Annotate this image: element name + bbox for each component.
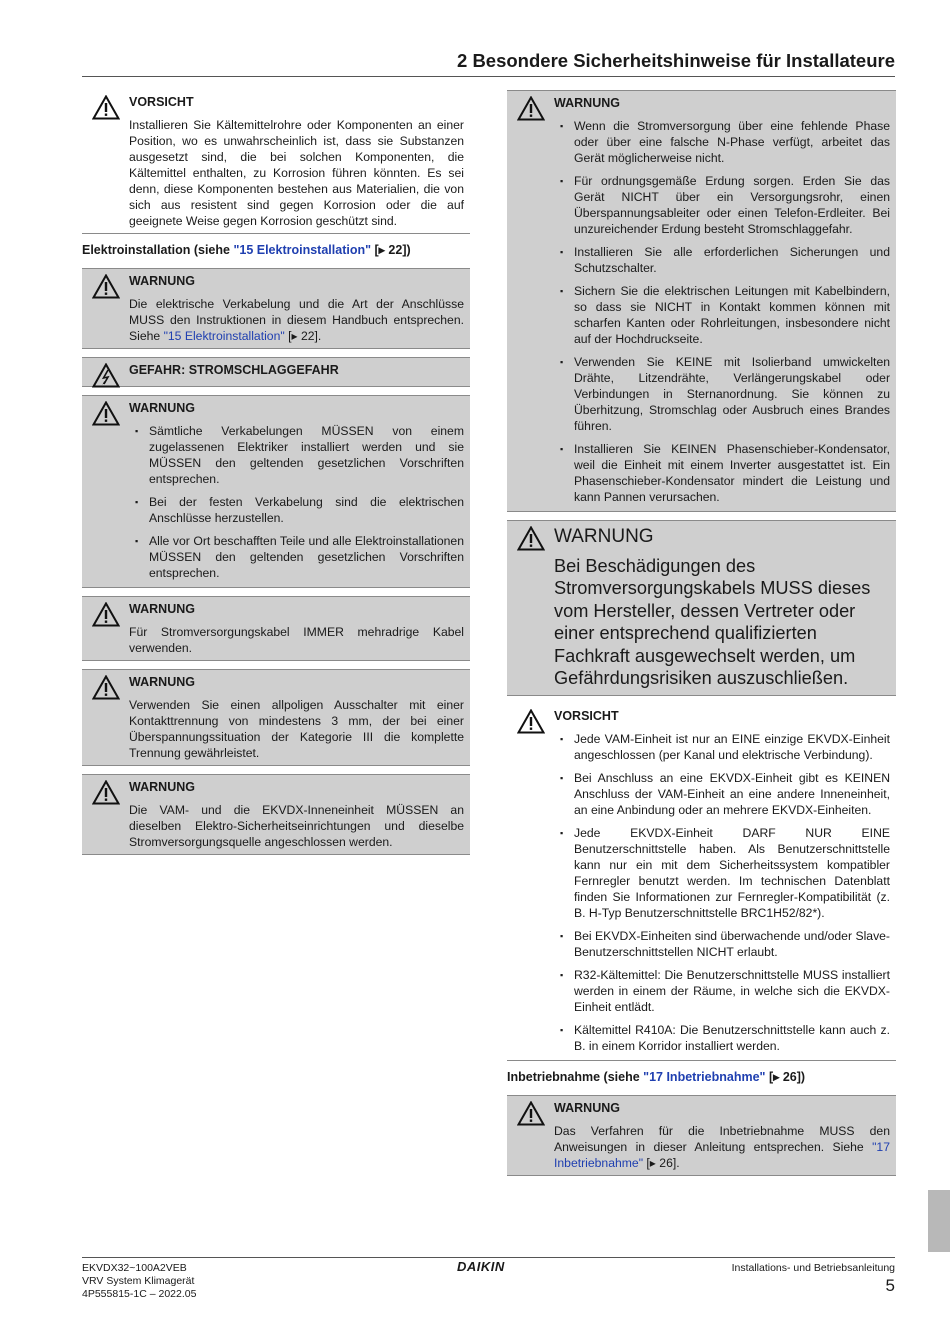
list-item: ▪ Alle vor Ort beschafften Teile und alle Elektroinstallationen MÜSSEN den geltenden gesetzlichen Vorschriften entsprechen. (129, 533, 464, 581)
box-text (129, 296, 464, 344)
right-column (507, 90, 896, 1184)
list-item: ▪ Jede EKVDX-Einheit DARF NUR EINE Benutzerschnittstelle haben. Als Benutzerschnittstelle kann nur ein mit dem Sicherheitssystem kompatibler Fernregler benutzt werden. Im technischen Datenblatt finden Sie Informationen zur Fernregler-Kompatibilität (z. B. H-Typ Benutzerschnittstelle BRC1H52/82*). (554, 825, 890, 921)
warning-triangle-icon (517, 526, 545, 551)
list-item: ▪ Für ordnungsgemäße Erdung sorgen. Erden Sie das Gerät NICHT über ein Versorgungsrohr, einen Überspannungsableiter oder einen Telefon-Erdleiter. Bei unzureichender Erdung besteht Stromschlaggefahr. (554, 173, 890, 237)
list-item: ▪ Bei Anschluss an eine EKVDX-Einheit gibt es KEINEN Anschluss der VAM-Einheit an eine andere Inneneinheit, an eine Anbindung oder an mehrere EKVDX-Einheiten. (554, 770, 890, 818)
footer-product: VRV System Klimagerät (82, 1275, 195, 1288)
box-text-main: Das Verfahren für die Inbetriebnahme MUSS den Anweisungen in dieser Anleitung entsprechen. Siehe (554, 1124, 890, 1155)
warning-triangle-icon (517, 709, 545, 734)
bullet-list (554, 731, 890, 1054)
page-number: 5 (885, 1276, 895, 1295)
footer-document-info (82, 1262, 196, 1302)
warning-triangle-icon (517, 1101, 545, 1126)
box-text (554, 1123, 890, 1171)
section-heading-elektroinstallation (82, 242, 470, 258)
left-column (82, 90, 470, 863)
box-title: WARNUNG (129, 602, 195, 616)
cross-reference-link[interactable]: "15 Elektroinstallation" (163, 329, 285, 343)
section-suffix: [▸ 26]) (765, 1070, 806, 1085)
warning-box-commissioning (507, 1095, 896, 1176)
box-title: GEFAHR: STROMSCHLAGGEFAHR (129, 363, 339, 377)
box-title: WARNUNG (554, 1101, 620, 1116)
list-item: ▪ Installieren Sie KEINEN Phasenschieber-Kondensator, weil die Einheit mit einem Inverter ausgestattet ist. Ein Phasenschieber-Kondensator mindert die Leistung und kann Pannen verursachen. (554, 441, 890, 505)
warning-box-same-safety-devices (82, 774, 470, 855)
warning-triangle-icon (92, 675, 120, 700)
box-title: WARNUNG (129, 274, 195, 288)
warning-box-damaged-cable (507, 520, 896, 696)
box-title: VORSICHT (554, 709, 619, 724)
warning-box-electrician (82, 395, 470, 588)
warning-triangle-icon (92, 95, 120, 120)
warning-box-wiring-instructions (82, 268, 470, 349)
box-title: WARNUNG (129, 401, 195, 415)
box-title: WARNUNG (129, 675, 195, 689)
warning-triangle-icon (92, 780, 120, 805)
warning-triangle-icon (92, 401, 120, 426)
footer-doc-number: 4P555815-1C – 2022.05 (82, 1288, 197, 1301)
header-divider (82, 76, 895, 77)
section-suffix: [▸ 22]) (371, 243, 411, 257)
section-prefix: Inbetriebnahme (siehe (507, 1070, 644, 1085)
bullet-list (129, 423, 464, 581)
warning-triangle-icon (92, 602, 120, 627)
box-text-suffix: [▸ 26]. (643, 1156, 680, 1171)
caution-box-corrosion (82, 90, 470, 234)
list-item: ▪ Bei EKVDX-Einheiten sind überwachende und/oder Slave-Benutzerschnittstellen NICHT erlaubt. (554, 928, 890, 960)
box-title: WARNUNG (554, 96, 620, 110)
section-link[interactable]: "17 Inbetriebnahme" (643, 1070, 766, 1085)
bullet-list (554, 118, 890, 505)
box-title: VORSICHT (129, 95, 194, 109)
warning-triangle-icon (517, 96, 545, 121)
footer-divider (82, 1257, 895, 1258)
box-text-suffix: [▸ 22]. (284, 329, 322, 343)
section-link[interactable]: "15 Elektroinstallation" (233, 243, 372, 257)
box-text: Installieren Sie Kältemittelrohre oder Komponenten an einer Position, wo es unwahrscheinlich ist, dass sie Substanzen ausgesetzt sind, die bei solchen Komponenten, die Kältemittel enthalten, zu Korrosion führen könnten. Es sei denn, diese Komponenten bestehen aus Materialien, die von sich aus resistent sind gegen Korrosion oder die auf geeignete Weise gegen Korrosion geschützt sind. (129, 118, 464, 228)
warning-box-main-switch (82, 669, 470, 766)
page-header-title: 2 Besondere Sicherheitshinweise für Installateure (457, 50, 895, 71)
electric-shock-icon (92, 363, 120, 388)
list-item: ▪ Sämtliche Verkabelungen MÜSSEN von einem zugelassenen Elektriker installiert werden und sie MÜSSEN den geltenden gesetzlichen Vorschriften entsprechen. (129, 423, 464, 487)
warning-box-multicore-cable (82, 596, 470, 661)
daikin-logo: DAIKIN (457, 1259, 505, 1274)
warning-box-power-supply (507, 90, 896, 512)
cross-reference-link[interactable]: "17 Inbetriebnahme" (554, 1140, 890, 1171)
box-text: Die VAM- und die EKVDX-Inneneinheit MÜSSEN an dieselben Elektro-Sicherheitseinrichtungen und dieselbe Stromversorgungsquelle angeschlossen werden. (129, 803, 464, 849)
box-text: Für Stromversorgungskabel IMMER mehradrige Kabel verwenden. (129, 625, 464, 655)
section-prefix: Elektroinstallation (siehe (82, 243, 234, 257)
danger-box-electric-shock (82, 357, 470, 387)
list-item: ▪ Wenn die Stromversorgung über eine fehlende Phase oder über eine falsche N-Phase verfügt, arbeitet das Gerät möglicherweise nicht. (554, 118, 890, 166)
list-item: ▪ Bei der festen Verkabelung sind die elektrischen Anschlüsse herzustellen. (129, 494, 464, 526)
box-text-main: Die elektrische Verkabelung und die Art der Anschlüsse MUSS den Instruktionen in diesem Handbuch entsprechen. Siehe (129, 297, 464, 343)
box-text: Verwenden Sie einen allpoligen Ausschalter mit einer Kontakttrennung von mindestens 3 mm, der bei einer Überspannungssituation der Kategorie III die komplette Trennung gewährleistet. (129, 698, 464, 760)
caution-box-ekvdx-units (507, 704, 896, 1061)
chapter-tab-marker (928, 1190, 950, 1252)
list-item: ▪ Sichern Sie die elektrischen Leitungen mit Kabelbindern, so dass sie NICHT in Kontakt kommen können mit scharfen Kanten oder Rohrleitungen, insbesondere nicht auf der Hochdruckseite. (554, 283, 890, 347)
footer-model: EKVDX32~100A2VEB (82, 1262, 187, 1274)
list-item: ▪ Installieren Sie alle erforderlichen Sicherungen und Schutzschalter. (554, 244, 890, 276)
list-item: ▪ R32-Kältemittel: Die Benutzerschnittstelle MUSS installiert werden in einem der Räume, in welche sich die EKVDX-Einheit entlädt. (554, 967, 890, 1015)
list-item: ▪ Jede VAM-Einheit ist nur an EINE einzige EKVDX-Einheit angeschlossen (per Kanal und elektrische Verbindung). (554, 731, 890, 763)
section-heading-inbetriebnahme (507, 1069, 896, 1085)
warning-triangle-icon (92, 274, 120, 299)
list-item: ▪ Verwenden Sie KEINE mit Isolierband umwickelten Drähte, Litzendrähte, Verlängerungskabel oder Verbindungen in Sternanordnung. Sie können zu Überhitzung, Stromschlag oder Ausbruch eines Brandes führen. (554, 354, 890, 434)
list-item: ▪ Kältemittel R410A: Die Benutzerschnittstelle kann auch z. B. in einem Korridor installiert werden. (554, 1022, 890, 1054)
box-title: WARNUNG (129, 780, 195, 794)
box-title: WARNUNG (554, 526, 654, 547)
footer-manual-title: Installations- und Betriebsanleitung (731, 1262, 895, 1274)
box-text: Bei Beschädigungen des Stromversorgungskabels MUSS dieses vom Hersteller, dessen Vertreter oder einer entsprechend qualifizierten Fachkraft ausgewechselt werden, um Gefährdungsrisiken auszuschließen. (554, 556, 871, 689)
